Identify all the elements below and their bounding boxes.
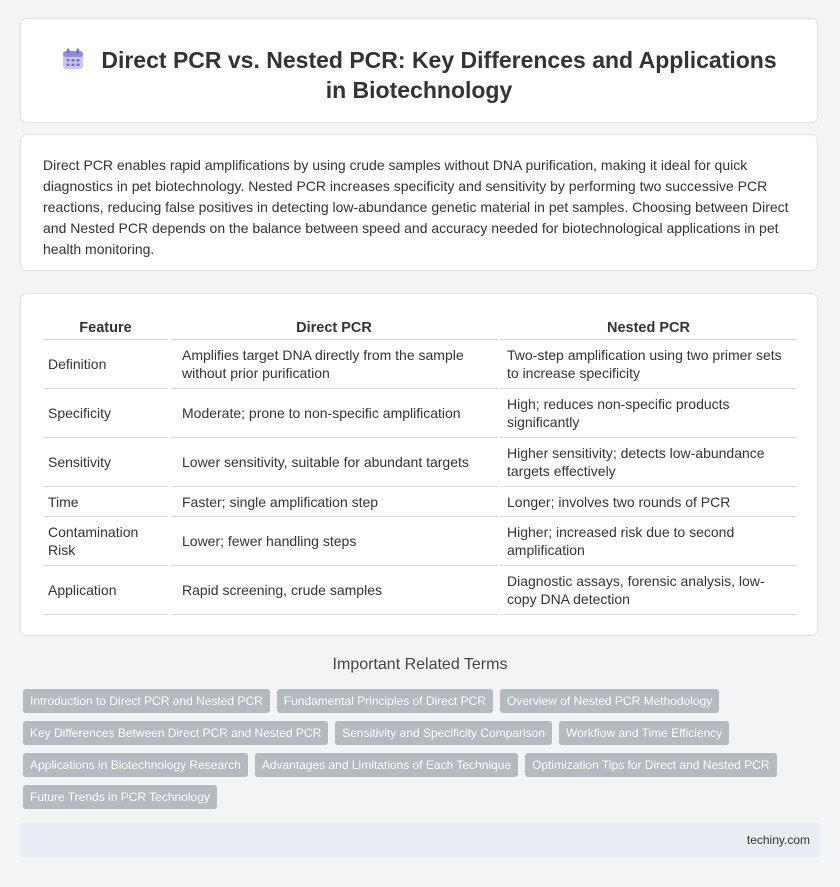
direct-pcr-cell: Lower; fewer handling steps xyxy=(169,517,499,566)
related-term-tag[interactable]: Optimization Tips for Direct and Nested PCR xyxy=(525,753,776,777)
related-term-tag[interactable]: Advantages and Limitations of Each Technique xyxy=(255,753,518,777)
footer xyxy=(20,823,820,857)
intro-paragraph: Direct PCR enables rapid amplifications by using crude samples without DNA purification, making it ideal for quick diagnostics in pet biotechnology. Nested PCR increases specificity and sensitivity by performing two successive PCR reactions, reducing false positives in detecting low-abundance genetic material in pet samples. Choosing between Direct and Nested PCR depends on the balance between speed and accuracy needed for biotechnological applications in pet health monitoring. xyxy=(43,157,789,257)
nested-pcr-cell: Higher; increased risk due to second amplification xyxy=(499,517,797,566)
page-title xyxy=(21,19,817,105)
header-nested-pcr: Nested PCR xyxy=(499,315,797,340)
related-term-tag[interactable]: Overview of Nested PCR Methodology xyxy=(500,689,719,713)
feature-cell: Contamination Risk xyxy=(43,517,169,566)
feature-cell: Sensitivity xyxy=(43,438,169,487)
nested-pcr-cell: High; reduces non-specific products significantly xyxy=(499,389,797,438)
feature-cell: Time xyxy=(43,487,169,517)
table-row xyxy=(43,438,797,487)
related-term-tag[interactable]: Fundamental Principles of Direct PCR xyxy=(277,689,493,713)
related-term-tag[interactable]: Introduction to Direct PCR and Nested PCR xyxy=(23,689,270,713)
feature-cell: Application xyxy=(43,566,169,615)
header-feature: Feature xyxy=(43,315,169,340)
direct-pcr-cell: Rapid screening, crude samples xyxy=(169,566,499,615)
table-row xyxy=(43,340,797,389)
related-term-tag[interactable]: Future Trends in PCR Technology xyxy=(23,785,217,809)
comparison-table-card xyxy=(20,293,818,636)
related-terms-list xyxy=(23,689,823,817)
direct-pcr-cell: Faster; single amplification step xyxy=(169,487,499,517)
direct-pcr-cell: Lower sensitivity, suitable for abundant targets xyxy=(169,438,499,487)
feature-cell: Specificity xyxy=(43,389,169,438)
related-term-tag[interactable]: Key Differences Between Direct PCR and Nested PCR xyxy=(23,721,328,745)
nested-pcr-cell: Longer; involves two rounds of PCR xyxy=(499,487,797,517)
table-row xyxy=(43,566,797,615)
nested-pcr-cell: Diagnostic assays, forensic analysis, low-copy DNA detection xyxy=(499,566,797,615)
footer-site-link[interactable]: techiny.com xyxy=(746,833,810,847)
table-row xyxy=(43,389,797,438)
feature-cell: Definition xyxy=(43,340,169,389)
calendar-icon xyxy=(61,47,85,71)
nested-pcr-cell: Higher sensitivity; detects low-abundance targets effectively xyxy=(499,438,797,487)
table-row xyxy=(43,517,797,566)
related-terms-heading: Important Related Terms xyxy=(332,656,508,673)
header-direct-pcr: Direct PCR xyxy=(169,315,499,340)
related-term-tag[interactable]: Applications in Biotechnology Research xyxy=(23,753,248,777)
direct-pcr-cell: Amplifies target DNA directly from the sample without prior purification xyxy=(169,340,499,389)
direct-pcr-cell: Moderate; prone to non-specific amplification xyxy=(169,389,499,438)
title-card xyxy=(20,18,818,123)
table-row xyxy=(43,487,797,517)
page-title-text: Direct PCR vs. Nested PCR: Key Differences and Applications in Biotechnology xyxy=(101,47,777,103)
nested-pcr-cell: Two-step amplification using two primer sets to increase specificity xyxy=(499,340,797,389)
related-term-tag[interactable]: Sensitivity and Specificity Comparison xyxy=(335,721,552,745)
comparison-table xyxy=(43,315,797,615)
related-term-tag[interactable]: Workflow and Time Efficiency xyxy=(559,721,729,745)
intro-card xyxy=(20,134,818,271)
table-header-row xyxy=(43,315,797,340)
